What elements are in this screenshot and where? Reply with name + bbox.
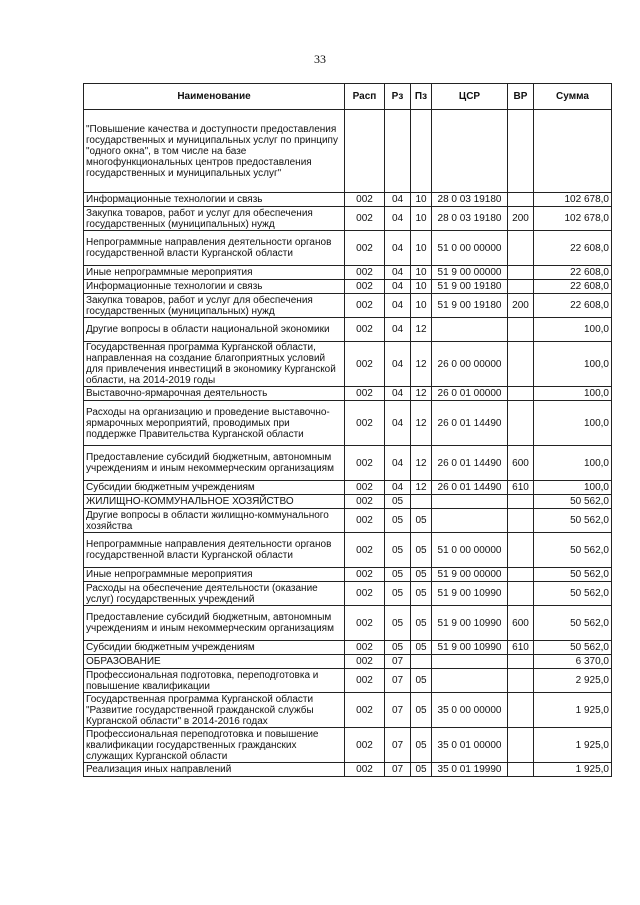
row-rasp: 002 — [345, 266, 385, 280]
row-sum: 100,0 — [534, 401, 612, 446]
row-csr — [432, 669, 508, 693]
row-vr — [508, 582, 534, 606]
row-rz: 07 — [385, 655, 411, 669]
row-sum: 102 678,0 — [534, 193, 612, 207]
row-pz — [411, 495, 432, 509]
row-rasp — [345, 110, 385, 193]
row-sum: 22 608,0 — [534, 280, 612, 294]
row-rz: 07 — [385, 728, 411, 763]
row-csr: 51 9 00 19180 — [432, 280, 508, 294]
row-vr — [508, 693, 534, 728]
row-vr — [508, 669, 534, 693]
row-vr — [508, 763, 534, 777]
row-rasp: 002 — [345, 446, 385, 481]
row-pz: 05 — [411, 728, 432, 763]
row-rz: 04 — [385, 481, 411, 495]
row-csr: 26 0 01 00000 — [432, 387, 508, 401]
row-rz: 04 — [385, 446, 411, 481]
row-sum: 1 925,0 — [534, 728, 612, 763]
table-body — [84, 110, 612, 777]
row-rz: 05 — [385, 606, 411, 641]
row-name: Другие вопросы в области жилищно-коммунального хозяйства — [84, 509, 345, 533]
row-sum: 50 562,0 — [534, 533, 612, 568]
row-vr — [508, 110, 534, 193]
row-rz: 07 — [385, 763, 411, 777]
row-rz: 04 — [385, 294, 411, 318]
row-csr: 26 0 01 14490 — [432, 481, 508, 495]
row-vr — [508, 318, 534, 342]
row-rz: 04 — [385, 231, 411, 266]
row-sum: 100,0 — [534, 481, 612, 495]
row-name: Выставочно-ярмарочная деятельность — [84, 387, 345, 401]
row-sum: 22 608,0 — [534, 266, 612, 280]
page-number: 33 — [314, 52, 326, 66]
row-rz: 04 — [385, 207, 411, 231]
row-rasp: 002 — [345, 606, 385, 641]
row-rasp: 002 — [345, 280, 385, 294]
row-rasp: 002 — [345, 641, 385, 655]
row-rz — [385, 110, 411, 193]
row-csr: 26 0 01 14490 — [432, 401, 508, 446]
row-rz: 04 — [385, 387, 411, 401]
row-name: ЖИЛИЩНО-КОММУНАЛЬНОЕ ХОЗЯЙСТВО — [84, 495, 345, 509]
row-sum: 100,0 — [534, 342, 612, 387]
row-sum: 22 608,0 — [534, 231, 612, 266]
row-sum: 50 562,0 — [534, 582, 612, 606]
row-csr: 35 0 01 19990 — [432, 763, 508, 777]
row-name: Непрограммные направления деятельности органов государственной власти Курганской области — [84, 533, 345, 568]
row-csr: 51 0 00 00000 — [432, 231, 508, 266]
table-row — [84, 495, 612, 509]
row-rz: 04 — [385, 318, 411, 342]
row-rz: 05 — [385, 533, 411, 568]
table-row — [84, 446, 612, 481]
row-pz: 05 — [411, 533, 432, 568]
row-rasp: 002 — [345, 655, 385, 669]
row-name: Профессиональная переподготовка и повышение квалификации государственных гражданских служащих Курганской области — [84, 728, 345, 763]
row-vr — [508, 568, 534, 582]
row-name: Субсидии бюджетным учреждениям — [84, 641, 345, 655]
row-csr: 35 0 00 00000 — [432, 693, 508, 728]
row-sum: 100,0 — [534, 318, 612, 342]
row-name: Закупка товаров, работ и услуг для обеспечения государственных (муниципальных) нужд — [84, 207, 345, 231]
row-rasp: 002 — [345, 342, 385, 387]
row-vr — [508, 387, 534, 401]
row-rz: 07 — [385, 669, 411, 693]
row-vr: 600 — [508, 606, 534, 641]
row-csr: 51 9 00 10990 — [432, 582, 508, 606]
row-sum: 50 562,0 — [534, 509, 612, 533]
row-rasp: 002 — [345, 568, 385, 582]
row-pz: 05 — [411, 641, 432, 655]
row-rasp: 002 — [345, 193, 385, 207]
row-pz — [411, 110, 432, 193]
row-rasp: 002 — [345, 582, 385, 606]
row-name: Непрограммные направления деятельности органов государственной власти Курганской области — [84, 231, 345, 266]
row-rz: 04 — [385, 401, 411, 446]
row-vr — [508, 193, 534, 207]
row-rz: 04 — [385, 266, 411, 280]
table-row — [84, 266, 612, 280]
row-pz: 05 — [411, 582, 432, 606]
row-name: Другие вопросы в области национальной экономики — [84, 318, 345, 342]
row-pz: 10 — [411, 193, 432, 207]
row-vr — [508, 655, 534, 669]
row-csr: 28 0 03 19180 — [432, 207, 508, 231]
table-row — [84, 606, 612, 641]
row-name: Государственная программа Курганской области "Развитие государственной гражданской службы Курганской области" в 2014-2016 годах — [84, 693, 345, 728]
row-rz: 05 — [385, 509, 411, 533]
row-vr: 200 — [508, 294, 534, 318]
row-name: Иные непрограммные мероприятия — [84, 266, 345, 280]
table-row — [84, 728, 612, 763]
row-sum: 1 925,0 — [534, 763, 612, 777]
row-pz: 05 — [411, 693, 432, 728]
row-name: Информационные технологии и связь — [84, 280, 345, 294]
row-sum: 50 562,0 — [534, 606, 612, 641]
row-vr — [508, 266, 534, 280]
row-name: Иные непрограммные мероприятия — [84, 568, 345, 582]
header-row — [84, 84, 612, 110]
row-rz: 04 — [385, 193, 411, 207]
row-rz: 05 — [385, 641, 411, 655]
row-pz: 05 — [411, 568, 432, 582]
row-sum: 100,0 — [534, 387, 612, 401]
table-row — [84, 280, 612, 294]
row-pz: 05 — [411, 763, 432, 777]
row-vr — [508, 342, 534, 387]
table-row — [84, 110, 612, 193]
row-rasp: 002 — [345, 509, 385, 533]
row-rasp: 002 — [345, 387, 385, 401]
header-pz: Пз — [411, 84, 432, 110]
row-vr — [508, 495, 534, 509]
row-rz: 05 — [385, 495, 411, 509]
row-pz: 05 — [411, 509, 432, 533]
row-name: Реализация иных направлений — [84, 763, 345, 777]
row-csr: 51 9 00 10990 — [432, 606, 508, 641]
row-name: "Повышение качества и доступности предоставления государственных и муниципальных услуг по принципу "одного окна", в том числе на базе многофункциональных центров предоставления государственных и муниципальных услуг" — [84, 110, 345, 193]
row-rz: 04 — [385, 280, 411, 294]
row-name: ОБРАЗОВАНИЕ — [84, 655, 345, 669]
row-rasp: 002 — [345, 728, 385, 763]
row-name: Предоставление субсидий бюджетным, автономным учреждениям и иным некоммерческим организациям — [84, 446, 345, 481]
table-row — [84, 509, 612, 533]
table-row — [84, 693, 612, 728]
row-vr — [508, 533, 534, 568]
row-rasp: 002 — [345, 481, 385, 495]
row-pz: 12 — [411, 446, 432, 481]
row-rz: 04 — [385, 342, 411, 387]
row-sum: 50 562,0 — [534, 641, 612, 655]
table-row — [84, 207, 612, 231]
table-row — [84, 318, 612, 342]
header-rz: Рз — [385, 84, 411, 110]
row-vr: 600 — [508, 446, 534, 481]
table-row — [84, 294, 612, 318]
row-sum: 22 608,0 — [534, 294, 612, 318]
row-pz: 10 — [411, 207, 432, 231]
row-rasp: 002 — [345, 669, 385, 693]
row-csr — [432, 495, 508, 509]
row-rasp: 002 — [345, 294, 385, 318]
row-sum: 102 678,0 — [534, 207, 612, 231]
row-rasp: 002 — [345, 207, 385, 231]
table-row — [84, 342, 612, 387]
row-csr: 51 9 00 00000 — [432, 266, 508, 280]
row-csr: 51 9 00 00000 — [432, 568, 508, 582]
row-csr — [432, 318, 508, 342]
row-name: Расходы на организацию и проведение выставочно-ярмарочных мероприятий, проводимых при поддержке Правительства Курганской области — [84, 401, 345, 446]
table-row — [84, 763, 612, 777]
row-pz: 10 — [411, 294, 432, 318]
table-row — [84, 533, 612, 568]
row-pz: 10 — [411, 266, 432, 280]
row-pz: 12 — [411, 318, 432, 342]
row-name: Предоставление субсидий бюджетным, автономным учреждениям и иным некоммерческим организациям — [84, 606, 345, 641]
row-vr — [508, 401, 534, 446]
table-row — [84, 641, 612, 655]
row-sum: 1 925,0 — [534, 693, 612, 728]
header-csr: ЦСР — [432, 84, 508, 110]
row-vr: 610 — [508, 481, 534, 495]
row-name: Субсидии бюджетным учреждениям — [84, 481, 345, 495]
table-row — [84, 401, 612, 446]
row-name: Закупка товаров, работ и услуг для обеспечения государственных (муниципальных) нужд — [84, 294, 345, 318]
row-pz: 05 — [411, 606, 432, 641]
row-csr: 51 9 00 10990 — [432, 641, 508, 655]
table-row — [84, 568, 612, 582]
row-name: Государственная программа Курганской области, направленная на создание благоприятных условий для привлечения инвестиций в экономику Курганской области, на 2014-2019 годы — [84, 342, 345, 387]
row-name: Расходы на обеспечение деятельности (оказание услуг) государственных учреждений — [84, 582, 345, 606]
table-row — [84, 582, 612, 606]
row-csr: 51 0 00 00000 — [432, 533, 508, 568]
row-csr — [432, 509, 508, 533]
row-pz: 05 — [411, 669, 432, 693]
row-pz: 10 — [411, 280, 432, 294]
row-rasp: 002 — [345, 231, 385, 266]
row-name: Информационные технологии и связь — [84, 193, 345, 207]
header-vr: ВР — [508, 84, 534, 110]
table-row — [84, 655, 612, 669]
row-csr — [432, 655, 508, 669]
row-vr — [508, 509, 534, 533]
row-vr: 610 — [508, 641, 534, 655]
header-rasp: Расп — [345, 84, 385, 110]
header-name: Наименование — [84, 84, 345, 110]
row-pz: 12 — [411, 481, 432, 495]
row-rz: 05 — [385, 568, 411, 582]
row-rz: 05 — [385, 582, 411, 606]
row-vr — [508, 280, 534, 294]
row-vr — [508, 728, 534, 763]
table-row — [84, 231, 612, 266]
row-rasp: 002 — [345, 693, 385, 728]
table-row — [84, 387, 612, 401]
header-sum: Сумма — [534, 84, 612, 110]
row-sum: 50 562,0 — [534, 495, 612, 509]
row-rasp: 002 — [345, 533, 385, 568]
row-pz: 10 — [411, 231, 432, 266]
row-sum: 2 925,0 — [534, 669, 612, 693]
row-rasp: 002 — [345, 401, 385, 446]
row-pz: 12 — [411, 387, 432, 401]
row-rasp: 002 — [345, 495, 385, 509]
table-row — [84, 193, 612, 207]
row-csr: 26 0 00 00000 — [432, 342, 508, 387]
row-sum: 6 370,0 — [534, 655, 612, 669]
row-csr — [432, 110, 508, 193]
row-vr — [508, 231, 534, 266]
row-pz — [411, 655, 432, 669]
row-csr: 26 0 01 14490 — [432, 446, 508, 481]
row-sum — [534, 110, 612, 193]
row-name: Профессиональная подготовка, переподготовка и повышение квалификации — [84, 669, 345, 693]
row-csr: 51 9 00 19180 — [432, 294, 508, 318]
row-rasp: 002 — [345, 763, 385, 777]
row-rz: 07 — [385, 693, 411, 728]
budget-table — [83, 83, 612, 777]
row-rasp: 002 — [345, 318, 385, 342]
row-vr: 200 — [508, 207, 534, 231]
row-pz: 12 — [411, 401, 432, 446]
row-csr: 28 0 03 19180 — [432, 193, 508, 207]
table-row — [84, 669, 612, 693]
row-pz: 12 — [411, 342, 432, 387]
row-sum: 100,0 — [534, 446, 612, 481]
row-csr: 35 0 01 00000 — [432, 728, 508, 763]
row-sum: 50 562,0 — [534, 568, 612, 582]
table-row — [84, 481, 612, 495]
